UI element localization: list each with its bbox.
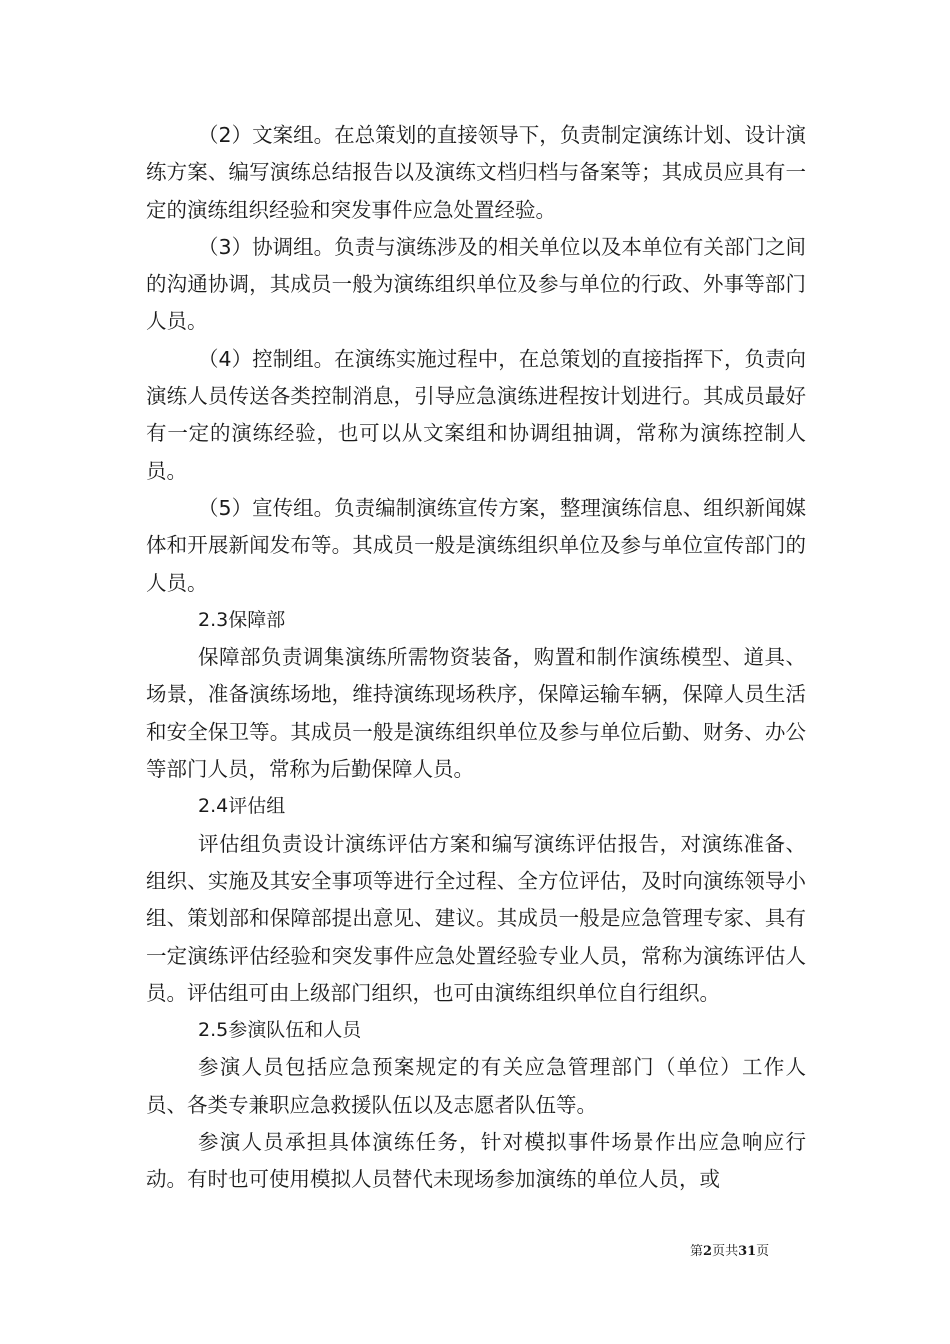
paragraph-copywriting-group: （2）文案组。在总策划的直接领导下，负责制定演练计划、设计演练方案、编写演练总结报告以及演练文档归档与备案等；其成员应具有一定的演练组织经验和突发事件应急处置经验。 [146, 123, 806, 222]
paragraph-participants-tasks: 参演人员承担具体演练任务，针对模拟事件场景作出应急响应行动。有时也可使用模拟人员替代未现场参加演练的单位人员，或 [146, 1130, 806, 1192]
footer-suffix: 页 [756, 1244, 770, 1259]
paragraph-support-department: 保障部负责调集演练所需物资装备，购置和制作演练模型、道具、场景，准备演练场地，维持演练现场秩序，保障运输车辆，保障人员生活和安全保卫等。其成员一般是演练组织单位及参与单位后勤、财务、办公等部门人员，常称为后勤保障人员。 [146, 645, 806, 782]
section-heading-participants: 2.5参演队伍和人员 [198, 1019, 362, 1042]
section-heading-evaluation: 2.4评估组 [198, 795, 286, 818]
paragraph-coordination-group: （3）协调组。负责与演练涉及的相关单位以及本单位有关部门之间的沟通协调，其成员一般为演练组织单位及参与单位的行政、外事等部门人员。 [146, 234, 806, 334]
footer-total-pages: 31 [738, 1244, 757, 1259]
footer-middle: 页共 [712, 1244, 739, 1259]
paragraph-publicity-group: （5）宣传组。负责编制演练宣传方案，整理演练信息、组织新闻媒体和开展新闻发布等。其成员一般是演练组织单位及参与单位宣传部门的人员。 [146, 495, 806, 595]
body-text [146, 117, 806, 1199]
paragraph-control-group: （4）控制组。在演练实施过程中，在总策划的直接指挥下，负责向演练人员传送各类控制消息，引导应急演练进程按计划进行。其成员最好有一定的演练经验，也可以从文案组和协调组抽调，常称为演练控制人员。 [146, 346, 806, 483]
page-footer [690, 1240, 769, 1259]
footer-page-number: 2 [703, 1244, 713, 1259]
section-heading-support: 2.3保障部 [198, 608, 286, 631]
paragraph-evaluation-group: 评估组负责设计演练评估方案和编写演练评估报告，对演练准备、组织、实施及其安全事项等进行全过程、全方位评估，及时向演练领导小组、策划部和保障部提出意见、建议。其成员一般是应急管理专家、具有一定演练评估经验和突发事件应急处置经验专业人员，常称为演练评估人员。评估组可由上级部门组织，也可由演练组织单位自行组织。 [146, 831, 806, 1005]
paragraph-participants-scope: 参演人员包括应急预案规定的有关应急管理部门（单位）工作人员、各类专兼职应急救援队伍以及志愿者队伍等。 [146, 1055, 806, 1117]
footer-prefix: 第 [690, 1244, 704, 1259]
